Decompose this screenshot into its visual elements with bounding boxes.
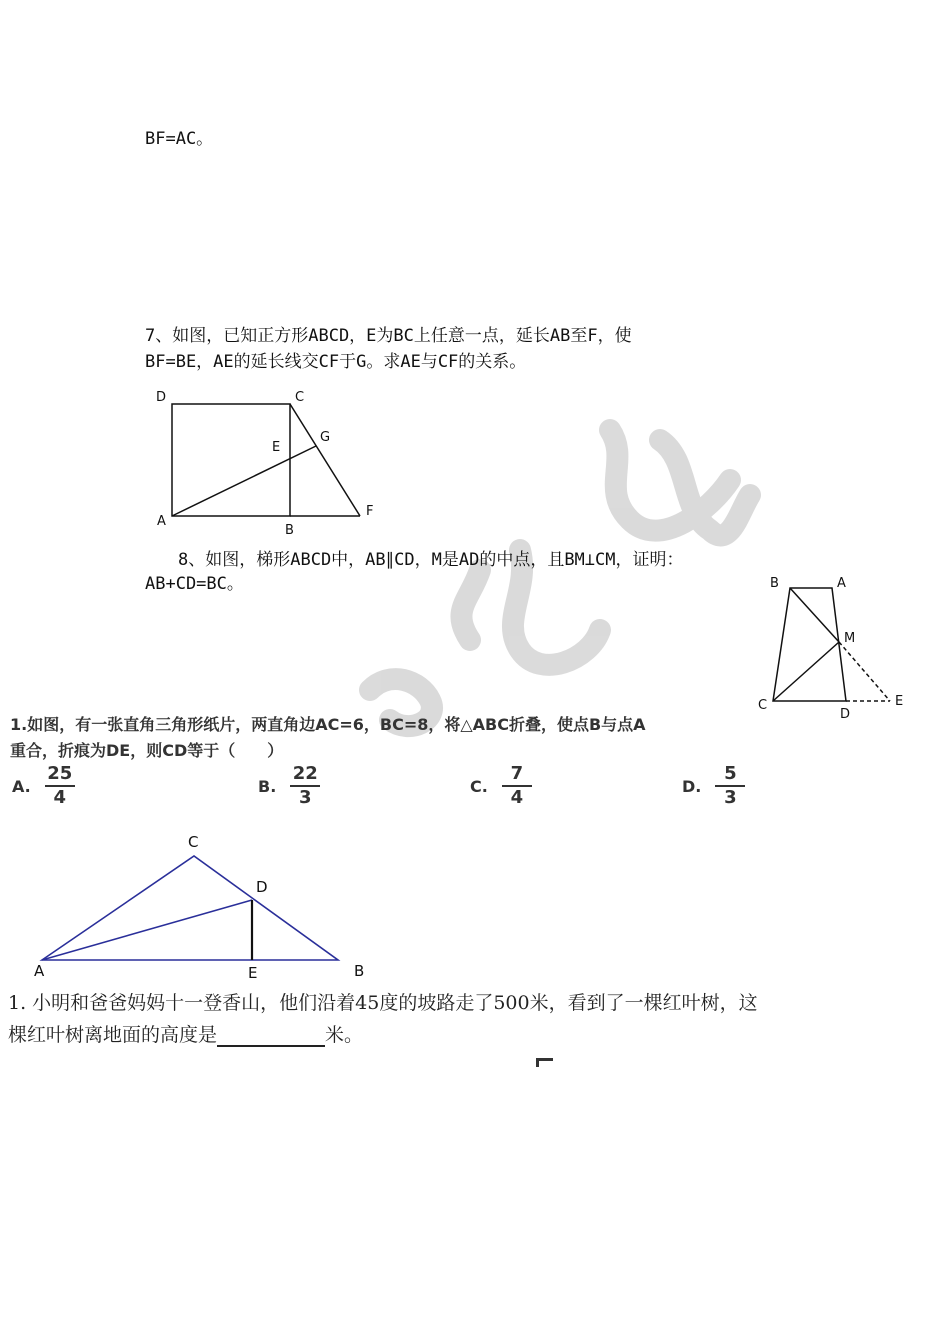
q8-label-b: B: [770, 576, 779, 591]
q7-label-f: F: [366, 504, 374, 519]
q8-line-1: 8、如图，梯形ABCD中，AB∥CD，M是AD的中点，且BM⊥CM，证明：: [178, 550, 684, 570]
intro-line: BF=AC。: [145, 129, 214, 149]
q1-label-b: B: [354, 962, 365, 980]
q8-label-a: A: [837, 576, 846, 591]
q1-label-e: E: [248, 964, 258, 982]
q8-label-m: M: [844, 631, 856, 646]
answer-blank: [217, 1025, 325, 1047]
q8-label-d: D: [840, 707, 851, 722]
q8-line-bm: [790, 588, 839, 642]
q1-label-d: D: [256, 878, 268, 896]
q8-line-cm: [773, 642, 839, 701]
q7-label-c: C: [295, 390, 305, 405]
q1-option-d: D. $\frac{5}{3}$: [682, 764, 745, 808]
q1-line-2: 重合，折痕为DE，则CD等于（ ）: [10, 741, 284, 760]
q7-square: [172, 404, 290, 516]
q7-label-g: G: [320, 430, 331, 445]
q1-option-b: B. $\frac{22}{3}$: [258, 764, 320, 808]
q1-label-c: C: [188, 833, 199, 851]
q7-label-d: D: [156, 390, 167, 405]
q1-option-a: A. $\frac{25}{4}$: [12, 764, 75, 808]
q1-option-c: C. $\frac{7}{4}$: [470, 764, 532, 808]
q7-line-2: BF=BE，AE的延长线交CF于G。求AE与CF的关系。: [145, 352, 527, 372]
q1-label-a: A: [34, 962, 45, 980]
q1-figure: [20, 828, 380, 980]
q1-line-ad: [42, 900, 252, 960]
q2-line-2: 棵红叶树离地面的高度是 米。: [8, 1024, 364, 1046]
q8-figure: [760, 570, 930, 725]
q8-trapezoid: [773, 588, 846, 701]
q8-line-me: [839, 642, 890, 701]
q7-line-ag: [172, 446, 316, 516]
scan-mark: [536, 1058, 553, 1067]
q7-figure: [150, 380, 390, 540]
q1-triangle: [42, 856, 338, 960]
q7-label-e: E: [272, 440, 281, 455]
q8-label-e: E: [895, 694, 904, 709]
q1-line-1: 1.如图，有一张直角三角形纸片，两直角边AC=6，BC=8，将△ABC折叠，使点B与点A: [10, 715, 646, 734]
q2-line-1: 1. 小明和爸爸妈妈十一登香山，他们沿着45度的坡路走了500米，看到了一棵红叶树，这: [8, 992, 758, 1014]
q8-line-2: AB+CD=BC。: [145, 574, 244, 594]
q7-line-cf: [290, 404, 360, 516]
q7-line-1: 7、如图，已知正方形ABCD，E为BC上任意一点，延长AB至F，使: [145, 326, 632, 346]
q8-label-c: C: [758, 698, 768, 713]
q7-label-b: B: [285, 523, 294, 538]
q7-label-a: A: [157, 514, 166, 529]
